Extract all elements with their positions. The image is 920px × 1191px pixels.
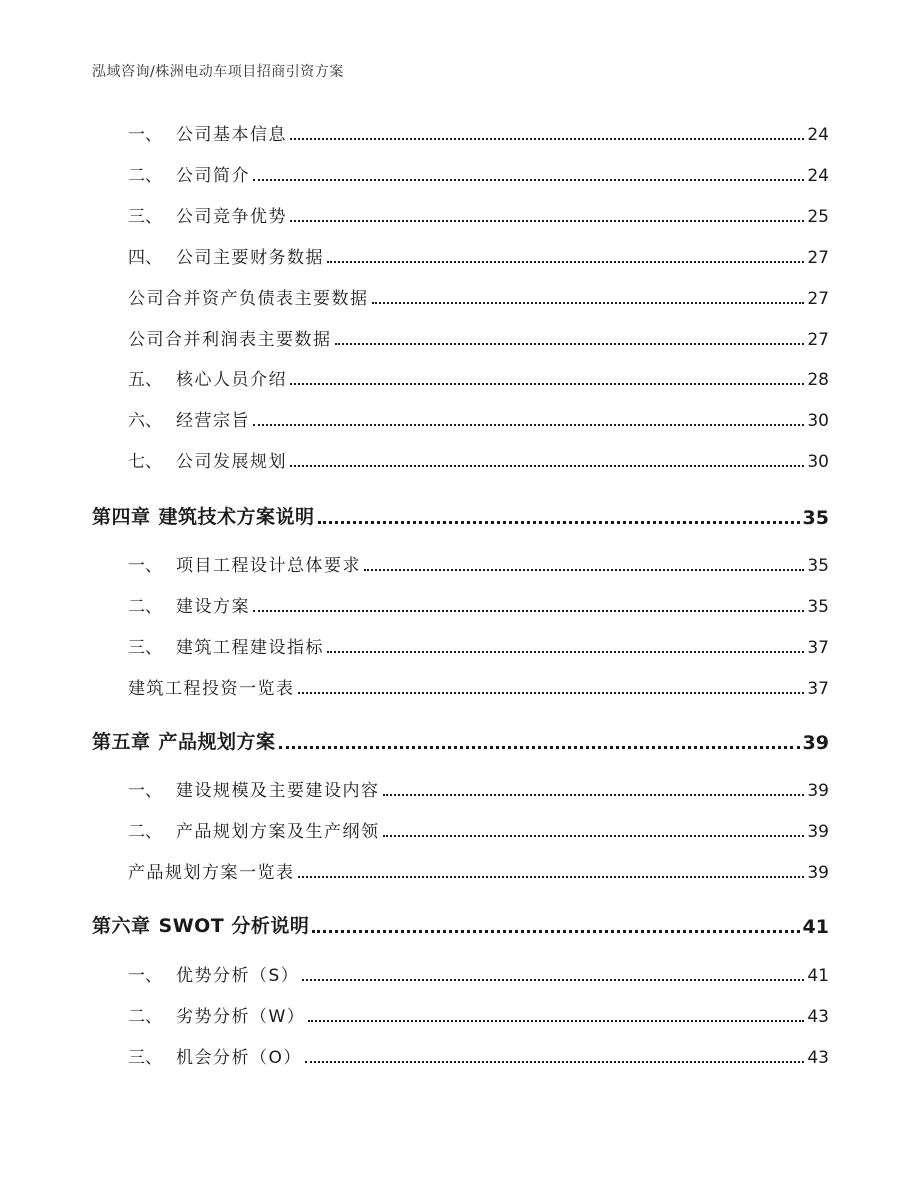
- toc-chapter-entry[interactable]: [92, 910, 829, 938]
- toc-entry-title: 建筑工程投资一览表: [128, 679, 295, 699]
- toc-section-entry[interactable]: [92, 777, 829, 801]
- toc-page-number: 35: [802, 507, 829, 529]
- toc-section-entry[interactable]: [92, 859, 829, 883]
- toc-dot-leader: [290, 465, 804, 467]
- toc-dot-leader: [364, 569, 804, 571]
- toc-dot-leader: [308, 1020, 804, 1022]
- toc-entry-number: 一、: [128, 781, 162, 801]
- toc-section-entry[interactable]: [92, 244, 829, 268]
- toc-chapter-number: 第五章: [92, 731, 151, 753]
- toc-chapter-number: 第六章: [92, 915, 151, 937]
- toc-page-number: 35: [807, 597, 829, 617]
- toc-section-entry[interactable]: [92, 162, 829, 186]
- toc-page-number: 43: [807, 1007, 829, 1027]
- toc-dot-leader: [298, 692, 805, 694]
- toc-dot-leader: [327, 261, 804, 263]
- toc-dot-leader: [327, 651, 804, 653]
- toc-section-entry[interactable]: [92, 285, 829, 309]
- toc-entry-number: 七、: [128, 452, 162, 472]
- toc-section-entry[interactable]: [92, 962, 829, 986]
- toc-entry-title: 经营宗旨: [176, 411, 250, 431]
- toc-chapter-entry[interactable]: [92, 501, 829, 529]
- toc-page-number: 37: [807, 679, 829, 699]
- toc-page-number: 39: [807, 781, 829, 801]
- toc-entry-title: 产品规划方案: [158, 731, 276, 753]
- toc-entry-title: 公司合并利润表主要数据: [128, 330, 332, 350]
- toc-entry-title: 项目工程设计总体要求: [176, 556, 361, 576]
- toc-page-number: 27: [807, 289, 829, 309]
- toc-entry-title: 公司基本信息: [176, 125, 287, 145]
- toc-page-number: 37: [807, 638, 829, 658]
- toc-entry-number: 六、: [128, 411, 162, 431]
- toc-section-entry[interactable]: [92, 121, 829, 145]
- toc-section-entry[interactable]: [92, 675, 829, 699]
- toc-entry-number: 二、: [128, 597, 162, 617]
- toc-entry-title: 公司竞争优势: [176, 207, 287, 227]
- toc-page-number: 24: [807, 166, 829, 186]
- toc-entry-number: 一、: [128, 125, 162, 145]
- toc-dot-leader: [253, 610, 804, 612]
- toc-page-number: 41: [807, 966, 829, 986]
- toc-section-entry[interactable]: [92, 407, 829, 431]
- toc-entry-title: 公司发展规划: [176, 452, 287, 472]
- toc-entry-number: 三、: [128, 207, 162, 227]
- toc-section-entry[interactable]: [92, 552, 829, 576]
- toc-page-number: 39: [807, 863, 829, 883]
- toc-page-number: 30: [807, 452, 829, 472]
- toc-entry-number: 一、: [128, 966, 162, 986]
- toc-dot-leader: [302, 979, 804, 981]
- toc-dot-leader: [372, 302, 805, 304]
- toc-entry-title: 机会分析（O）: [176, 1048, 302, 1068]
- toc-page-number: 41: [802, 916, 829, 938]
- toc-entry-title: SWOT 分析说明: [158, 915, 310, 937]
- toc-dot-leader: [312, 930, 799, 933]
- toc-section-entry[interactable]: [92, 203, 829, 227]
- toc-dot-leader: [383, 794, 805, 796]
- toc-entry-title: 建筑工程建设指标: [176, 638, 324, 658]
- toc-entry-number: 二、: [128, 822, 162, 842]
- toc-section-entry[interactable]: [92, 818, 829, 842]
- running-header: 泓域咨询/株洲电动车项目招商引资方案: [92, 64, 344, 80]
- toc-dot-leader: [279, 746, 800, 749]
- toc-dot-leader: [305, 1061, 804, 1063]
- toc-entry-title: 核心人员介绍: [176, 370, 287, 390]
- toc-entry-title: 建设规模及主要建设内容: [176, 781, 380, 801]
- toc-entry-title: 公司简介: [176, 166, 250, 186]
- toc-dot-leader: [318, 521, 800, 524]
- toc-entry-title: 劣势分析（W）: [176, 1007, 306, 1027]
- toc-dot-leader: [335, 343, 805, 345]
- toc-dot-leader: [253, 179, 804, 181]
- toc-dot-leader: [253, 424, 804, 426]
- toc-section-entry[interactable]: [92, 634, 829, 658]
- toc-section-entry[interactable]: [92, 593, 829, 617]
- toc-entry-title: 公司主要财务数据: [176, 248, 324, 268]
- toc-entry-number: 二、: [128, 1007, 162, 1027]
- toc-page-number: 30: [807, 411, 829, 431]
- toc-page-number: 27: [807, 330, 829, 350]
- toc-entry-title: 建筑技术方案说明: [158, 506, 315, 528]
- toc-page-number: 25: [807, 207, 829, 227]
- toc-page-number: 35: [807, 556, 829, 576]
- toc-page-number: 24: [807, 125, 829, 145]
- toc-entry-number: 三、: [128, 638, 162, 658]
- toc-chapter-entry[interactable]: [92, 726, 829, 754]
- toc-entry-title: 优势分析（S）: [176, 966, 300, 986]
- toc-entry-number: 三、: [128, 1048, 162, 1068]
- toc-entry-number: 四、: [128, 248, 162, 268]
- toc-section-entry[interactable]: [92, 1044, 829, 1068]
- toc-entry-number: 一、: [128, 556, 162, 576]
- toc-dot-leader: [298, 876, 805, 878]
- toc-page-number: 39: [807, 822, 829, 842]
- toc-section-entry[interactable]: [92, 366, 829, 390]
- toc-entry-title: 公司合并资产负债表主要数据: [128, 289, 369, 309]
- toc-page-number: 39: [802, 732, 829, 754]
- toc-entry-number: 二、: [128, 166, 162, 186]
- toc-chapter-number: 第四章: [92, 506, 151, 528]
- toc-dot-leader: [290, 383, 804, 385]
- toc-section-entry[interactable]: [92, 326, 829, 350]
- toc-page-number: 28: [807, 370, 829, 390]
- toc-entry-title: 建设方案: [176, 597, 250, 617]
- toc-entry-title: 产品规划方案一览表: [128, 863, 295, 883]
- toc-entry-number: 五、: [128, 370, 162, 390]
- toc-section-entry[interactable]: [92, 1003, 829, 1027]
- toc-dot-leader: [383, 835, 805, 837]
- toc-entry-title: 产品规划方案及生产纲领: [176, 822, 380, 842]
- toc-page-number: 27: [807, 248, 829, 268]
- toc-dot-leader: [290, 138, 804, 140]
- toc-dot-leader: [290, 220, 804, 222]
- toc-section-entry[interactable]: [92, 448, 829, 472]
- toc-page-number: 43: [807, 1048, 829, 1068]
